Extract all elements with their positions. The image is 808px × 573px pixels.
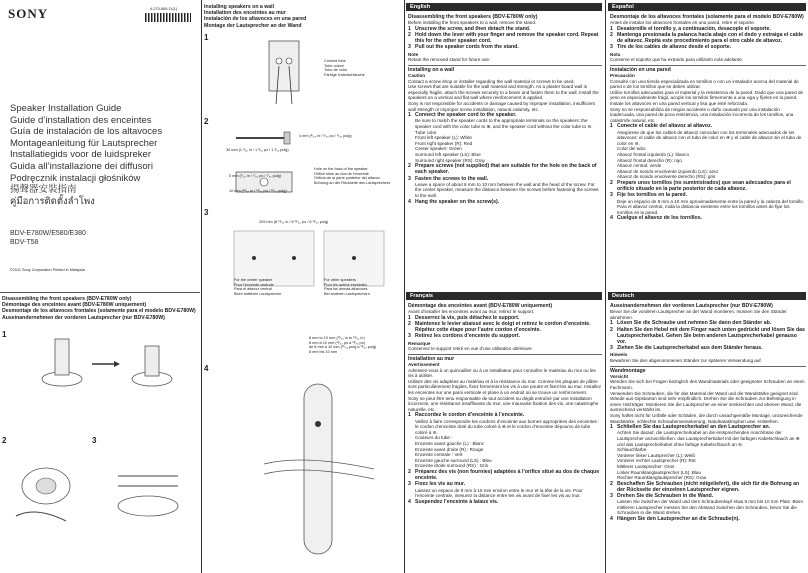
es-note: Conserve el soporte que ha extraído para utilizarlo más adelante.	[610, 57, 744, 63]
en-wall-step-3: Fasten the screws to the wall.	[415, 175, 489, 182]
disassemble-heading-en: Disassembling the front speakers (BDV-E780W only)	[2, 296, 132, 302]
fr-caution-1: Adressez-vous à un quincaillier ou à un installateur pour connaître le matériau du mur ou les vis à utiliser.	[408, 367, 596, 379]
cover-titles	[10, 103, 195, 207]
es-caution-2: Utilice tornillos adecuados para el material y la resistencia de la pared. Dado que una pared de yeso es especialmente frágil, acople los tornillos firmemente a una viga y fíjelos en la pared. Instale los altavoces en una pared vertical y lisa que esté reforzada.	[610, 89, 804, 106]
model-line-2: BDV-T58	[10, 238, 39, 246]
es-step-3: Tire de los cables de altavoz desde el soporte.	[617, 44, 732, 51]
en-wall-title: Installing on a wall	[408, 65, 602, 73]
fr-wall-step-2: Préparez des vis (non fournies) adaptées à l’orifice situé au dos de chaque enceinte.	[415, 468, 600, 482]
step2-dim-b: 30 mm (1 ³⁄₁₆ in / 1 ³⁄₁₆ po / 1 ³⁄₁₆ pulg)	[226, 148, 289, 152]
fr-note-head: Remarque	[408, 340, 431, 346]
espanol-panel: Desmontaje de los altavoces frontales (solamente para el modelo BDV-E780W) Antes de instalar los altavoces frontales en una pared, retire el soporte. 1 Desatornille el tornillo y, a continuación, desacople el soporte. 2 Mantenga presionada la palanca hacia abajo con el dedo y extraiga el cable de altavoz. Repita este procedimiento para el otro cable de altavoz. 3 Tire de los cables de altavoz desde el soporte. Nota Conserve el soporte que ha extraído para utilizarlo más adelante. Instalación en una pared Precaución Consulte con una tienda especializada en tornillos o con un instalador acerca del material de pared o de los tornillos que se deben utilizar. Utilice tornillos adecuados para el material y la resistencia de la pared. Dado que una pared de yeso es especialmente frágil, acople los tornillos firmemente a una viga y fíjelos en la pared. Instale los altavoces en una pared vertical y lisa que esté reforzada. Sony no se responsabiliza de ningún accidente o daño causado por una instalación inadecuada, una pared de poca resistencia, una instalación incorrecta de los tornillos, una catástrofe natural, etc. 1 Conecte el cable del altavoz al altavoz. Asegúrese de que los cables de altavoz coincidan con los terminales adecuados de los altavoces: el cable de altavoz con el tubo de color en ⊕ y el cable de altavoz sin el tubo de color en ⊖. Color del tubo Altavoz frontal izquierdo (L): blanco Altavoz frontal derecho (R): rojo Altavoz central: verde Altavoz de sonido envolvente izquierdo (LS): azul Altavoz de sonido envolvente derecho (RS): gris 2 Prepare unos tornillos (no suministrados) que sean adecuados para el orificio situado en la parte posterior de cada altavoz. 3 Fije los tornillos en la pared. Deje un espacio de 8 mm a 10 mm aproximadamente entre la pared y la cabeza del tornillo. Para el altavoz central, mida la distancia existente entre los tornillos antes de fijar los tornillos en la pared. 4 Cuelgue el altavoz de los tornillos.	[610, 14, 806, 287]
en-title: Disassembling the front speakers (BDV-E780W only)	[408, 14, 538, 20]
cover-panel	[0, 0, 200, 286]
fig3-illustration	[98, 446, 194, 536]
de-wall-step-2: Beschaffen Sie Schrauben (nicht mitgeliefert), die sich für die Bohrung an der Rückseite der einzelnen Lautsprecher eignen.	[617, 480, 800, 493]
fr-step-1: Desserrez la vis, puis détachez le support.	[415, 314, 520, 321]
fig1-illustration	[22, 334, 192, 394]
es-wall-step-1-body: Asegúrese de que los cables de altavoz coincidan con los terminales adecuados de los altavoces: el cable de altavoz con el tubo de color en ⊕ y el cable de altavoz sin el tubo de color en ⊖.	[617, 129, 802, 146]
de-caution-head: Vorsicht	[610, 373, 629, 379]
title-zh: 揚聲器安裝指南	[10, 184, 77, 196]
title-pl: Podręcznik instalacji głośników	[10, 172, 141, 184]
fr-colors: Couleurs du tube : Enceinte avant gauche (L) : Blanc Enceinte avant droite (R) : Rouge Enceinte centrale : Vert Enceinte gauche surround (LS) : Bleu Enceinte droite surround (RS) : Gris	[415, 435, 492, 469]
wall-heading-en: Installing speakers on a wall	[204, 4, 275, 10]
en-caution-2: Use screws that are suitable for the wall material and strength. As a plaster board wall is especially fragile, attach the screws securely to a beam and fasten them to the wall. Install the speakers on a vertical and flat wall where reinforcement is applied.	[408, 84, 599, 101]
hole-labels: Hole on the back of the speaker Orifice situé au dos de l’enceinte Orificio de la parte posterior del altavoz Bohrung an der Rückseite des Lautsprechers	[314, 167, 391, 185]
de-wall-step-1: Schließen Sie das Lautsprecherkabel an den Lautsprecher an.	[617, 424, 771, 431]
step2-dim-a: 4 mm (⁵⁄₃₂ in / ⁵⁄₃₂ po / ⁵⁄₃₂ pulg)	[299, 134, 352, 138]
en-step-2: Hold down the lever with your finger and remove the speaker cord. Repeat this for the other speaker cord.	[415, 32, 599, 45]
title-fr: Guide d’installation des enceintes	[10, 114, 152, 126]
de-wall-step-3-body: Lassen Sie zwischen der Wand und dem Schraubenkopf etwa 8 mm bis 10 mm Platz. Beim mittleren Lautsprecher messen Sie den Abstand zwischen den Schrauben, bevor Sie die Schrauben in die Wand drehen.	[617, 499, 803, 516]
es-step-1: Desatornille el tornillo y, a continuación, desacople el soporte.	[617, 25, 771, 32]
en-caution-1: Contact a screw shop or installer regarding the wall material or screws to be used.	[408, 78, 575, 84]
fr-wall-step-3: Fixez les vis au mur.	[415, 481, 466, 488]
step2-dim-c: 5 mm (⁷⁄₃₂ in / ⁷⁄₃₂ po / ⁷⁄₃₂ pulg)	[229, 174, 282, 178]
disassemble-heading-de: Auseinandernehmen der vorderen Lautsprecher (nur BDV-E780W)	[2, 314, 165, 321]
colored-tube-labels: Colored tube Tube coloré Tubo de color Farbige Kabelschläuche	[324, 59, 365, 77]
fig2-number: 2	[2, 436, 7, 445]
title-th: คู่มือการติดตั้งลำโพง	[10, 195, 95, 207]
step2-screw-illustration	[234, 126, 294, 150]
de-note: Bewahren Sie den abgenommenen Ständer zur späteren Verwendung auf.	[610, 358, 762, 363]
es-caution-3: Sony no se responsabiliza de ningún accidente o daño causado por una instalación inadecuada, una pared de poca resistencia, una instalación incorrecta de los tornillos, una catástrofe natural, etc.	[610, 106, 794, 123]
es-wall-step-4: Cuelgue el altavoz de los tornillos.	[617, 215, 703, 222]
copyright: ©2011 Sony Corporation Printed in Malaysia	[10, 268, 85, 272]
step2-number: 2	[204, 117, 209, 126]
es-note-head: Nota	[610, 51, 621, 57]
de-title: Auseinandernehmen der vorderen Lautsprecher (nur BDV-E780W)	[610, 303, 773, 309]
step4-dims: 8 mm to 10 mm (¹¹⁄₃₂ in to ¹³⁄₃₂ in) 8 mm à 10 mm (¹¹⁄₃₂ po à ¹³⁄₃₂ po) de 8 mm a 10 mm (¹¹⁄₃₂ pulg a ¹³⁄₃₂ pulg) 8 mm bis 10 mm	[309, 336, 377, 354]
fig2-illustration	[6, 446, 92, 536]
fr-caution-head: Avertissement	[408, 362, 440, 367]
step2-hole-illustration	[234, 164, 294, 204]
title-nl: Installatiegids voor de luidspreker	[10, 149, 151, 161]
title-it: Guida all’installazione dei diffusori	[10, 160, 153, 172]
en-caution-3: Sony is not responsible for accidents or damage caused by improper installation, insufficient wall strength or improper screw installation, natural calamity, etc.	[408, 100, 595, 112]
de-caution-2: Verwenden Sie Schrauben, die für das Material der Wand und die Wandstärke geeignet sind. Wände aus Gipskarton sind sehr empfindlich. Drehen Sie die Schrauben zur Befestigung in einen Holzträger. Montieren Sie die Lautsprecher an einer senkrechten und ebenen Wand, die ausreichend verstärkt ist.	[610, 390, 802, 413]
step2-dim-d: 10 mm (¹³⁄₃₂ in / ¹³⁄₃₂ po / ¹³⁄₃₂ pulg)	[229, 189, 287, 193]
fr-note: Conservez le support retiré en vue d’une utilisation ultérieure.	[408, 346, 533, 352]
de-wall-title: Wandmontage	[610, 366, 806, 374]
es-colors: Color del tubo Altavoz frontal izquierdo (L): blanco Altavoz frontal derecho (R): rojo Altavoz central: verde Altavoz de sonido envolvente izquierdo (LS): azul Altavoz de sonido envolvente derecho (RS): gris	[617, 146, 718, 180]
step1-illustration	[254, 36, 314, 106]
es-title: Desmontaje de los altavoces frontales (solamente para el modelo BDV-E780W)	[610, 14, 804, 20]
english-panel: Disassembling the front speakers (BDV-E780W only) Before installing the front speakers to a wall, remove the stand. 1 Unscrew the screw, and then detach the stand. 2 Hold down the lever with your finger and remove the speaker cord. Repeat this for the other speaker cord. 3 Pull out the speaker cords from the stand. Note Retain the removed stand for future use. Installing on a wall Caution Contact a screw shop or installer regarding the wall material or screws to be used. Use screws that are suitable for the wall material and strength. As a plaster board wall is especially fragile, attach the screws securely to a beam and fasten them to the wall. Install the speakers on a vertical and flat wall where reinforcement is applied. Sony is not responsible for accidents or damage caused by improper installation, insufficient wall strength or improper screw installation, natural calamity, etc. 1 Connect the speaker cord to the speaker. Be sure to match the speaker cords to the appropriate terminals on the speakers: the speaker cord with the color tube to ⊕, and the speaker cord without the color tube to ⊖. Tube color Front left speaker (L): White Front right speaker (R): Red Center speaker: Green Surround left speaker (LS): Blue Surround right speaker (RS): Gray 2 Prepare screws (not supplied) that are suitable for the hole on the back of each speaker. 3 Fasten the screws to the wall. Leave a space of about 8 mm to 10 mm between the wall and the head of the screw. For the center speaker, measure the distance between the screws before fastening the screws to the wall. 4 Hang the speaker on the screw(s).	[408, 14, 602, 287]
es-step-2: Mantenga presionada la palanca hacia abajo con el dedo y extraiga el cable de altavoz. Repita este procedimiento para el otro cable de altavoz.	[617, 32, 803, 45]
en-step-3: Pull out the speaker cords from the stand.	[415, 44, 519, 51]
step1-number: 1	[204, 33, 209, 42]
de-step-3: Ziehen Sie die Lautsprecherkabel aus dem Ständer heraus.	[617, 345, 763, 352]
es-intro: Antes de instalar los altavoces frontales en una pared, retire el soporte.	[610, 20, 756, 26]
fr-wall-step-1: Raccordez le cordon d’enceinte à l’enceinte.	[415, 412, 525, 419]
step3-dim: 209 mm (8 ¹¹⁄₃₂ in / 8 ¹¹⁄₃₂ po / 8 ¹¹⁄₃₂ pulg)	[259, 220, 329, 224]
title-es: Guía de instalación de los altavoces	[10, 126, 163, 138]
de-step-1: Lösen Sie die Schraube und nehmen Sie dann den Ständer ab.	[617, 320, 772, 327]
de-caution-1: Wenden Sie sich bei Fragen bezüglich des Wandmaterials oder geeigneter Schrauben an einen Fachmann.	[610, 379, 805, 390]
step4-number: 4	[204, 364, 209, 373]
de-colors: Schlauchfarbe Vorderer linker Lautsprecher (L): Weiß Vorderer rechter Lautsprecher (R): Rot Mittlerer Lautsprecher: Grün Linker Raumklanglautsprecher (LS): Blau Rechter Raumklanglautsprecher (RS): Grau	[617, 447, 707, 481]
model-line-1: BDV-E780W/E580/E380	[10, 230, 86, 237]
lang-bar-deutsch: Deutsch	[608, 292, 806, 300]
de-step-2: Halten Sie den Hebel mit dem Finger nach unten gedrückt und lösen Sie das Lautsprecherkabel. Gehen Sie beim anderen Lautsprecherkabel genauso vor.	[617, 326, 805, 345]
de-wall-step-4: Hängen Sie den Lautsprecher an die Schraube(n).	[617, 516, 740, 523]
fr-intro: Avant d’installer les enceintes avant au mur, retirez le support.	[408, 309, 535, 315]
en-wall-step-3-body: Leave a space of about 8 mm to 10 mm between the wall and the head of the screw. For the center speaker, measure the distance between the screws before fastening the screws to the wall.	[415, 181, 599, 198]
en-note-head: Note	[408, 51, 419, 57]
wall-heading-fr: Installation des enceintes au mur	[204, 10, 286, 17]
wall-heading-de: Montage der Lautsprecher an der Wand	[204, 22, 302, 29]
es-wall-title: Instalación en una pared	[610, 65, 806, 73]
title-en: Speaker Installation Guide	[10, 103, 122, 114]
fig3-number: 3	[92, 436, 97, 445]
barcode	[145, 13, 191, 22]
fr-caution-3: Sony ne peut être tenu responsable de tout accident ou dégât entraîné par une installation incorrecte, une résistance insuffisante du mur, une mauvaise fixation des vis, une catastrophe naturelle, etc.	[408, 395, 599, 412]
en-note: Retain the removed stand for future use.	[408, 57, 491, 63]
fr-wall-step-3-body: Laissez un espace de 8 mm à 10 mm environ entre le mur et la tête de la vis. Pour l’enceinte centrale, mesurez la distance entre les vis avant de fixer les vis au mur.	[415, 487, 583, 499]
de-note-head: Hinweis	[610, 352, 628, 358]
en-colors: Tube color Front left speaker (L): White Front right speaker (R): Red Center speaker: Green Surround left speaker (LS): Blue Surround right speaker (RS): Gray	[415, 129, 485, 163]
model-list	[10, 230, 86, 247]
disassemble-panel	[2, 296, 200, 571]
title-de: Montageanleitung für Lautsprecher	[10, 137, 158, 149]
fr-title: Démontage des enceintes avant (BDV-E780W uniquement)	[408, 303, 553, 309]
en-step-1: Unscrew the screw, and then detach the stand.	[415, 25, 531, 32]
en-wall-step-4: Hang the speaker on the screw(s).	[415, 198, 500, 205]
de-wall-step-1-body: Achten Sie darauf, die Lautsprecherkabel an die entsprechenden Anschlüsse der Lautsprecher anzuschließen: das Lautsprecherkabel mit der farbigen Kabelschlauch an ⊕ und das Lautsprecherkabel ohne farbige Kabelschlauch an ⊖.	[617, 430, 800, 447]
es-caution-1: Consulte con una tienda especializada en tornillos o con un instalador acerca del material de pared o de los tornillos que se deben utilizar.	[610, 78, 799, 90]
es-wall-step-2: Prepare unos tornillos (no suministrados) que sean adecuados para el orificio situado en la parte posterior de cada altavoz.	[617, 179, 791, 193]
step4-illustration	[244, 374, 394, 564]
francais-panel: Démontage des enceintes avant (BDV-E780W uniquement) Avant d’installer les enceintes avant au mur, retirez le support. 1 Desserrez la vis, puis détachez le support. 2 Maintenez le levier abaissé avec le doigt et retirez le cordon d’enceinte. Répétez cette étape pour l’autre cordon d’enceinte. 3 Retirez les cordons d’enceinte du support. Remarque Conservez le support retiré en vue d’une utilisation ultérieure. Installation au mur Avertissement Adressez-vous à un quincaillier ou à un installateur pour connaître le matériau du mur ou les vis à utiliser. Utilisez des vis adaptées au matériau et à la résistance du mur. Comme les plaques de plâtre sont particulièrement fragiles, fixez fermement les vis à une poutre et fixez-les au mur. Installez les enceintes sur une paroi verticale et plane à un endroit où se trouve un renforcement. Sony ne peut être tenu responsable de tout accident ou dégât entraîné par une installation incorrecte, une résistance insuffisante du mur, une mauvaise fixation des vis, une catastrophe naturelle, etc. 1 Raccordez le cordon d’enceinte à l’enceinte. Veillez à faire correspondre les cordons d’enceinte aux bornes appropriées des enceintes : le cordon d’enceinte doté du tube coloré à ⊕ et le cordon d’enceinte dépourvu de tube coloré à ⊖. Couleurs du tube : Enceinte avant gauche (L) : Blanc Enceinte avant droite (R) : Rouge Enceinte centrale : Vert Enceinte gauche surround (LS) : Bleu Enceinte droite surround (RS) : Gris 2 Préparez des vis (non fournies) adaptées à l’orifice situé au dos de chaque enceinte. 3 Fixez les vis au mur. Laissez un espace de 8 mm à 10 mm environ entre le mur et la tête de la vis. Pour l’enceinte centrale, mesurez la distance entre les vis avant de fixer les vis au mur. 4 Suspendez l’enceinte à la/aux vis.	[408, 303, 602, 505]
wall-heading-es: Instalación de los altavoces en una pared	[204, 16, 307, 23]
de-intro: Bevor Sie die vorderen Lautsprecher an der Wand montieren, müssen Sie den Ständer abnehmen.	[610, 309, 787, 320]
deutsch-panel: Auseinandernehmen der vorderen Lautsprecher (nur BDV-E780W) Bevor Sie die vorderen Lautsprecher an der Wand montieren, müssen Sie den Ständer abnehmen. 1 Lösen Sie die Schraube und nehmen Sie dann den Ständer ab. 2 Halten Sie den Hebel mit dem Finger nach unten gedrückt und lösen Sie das Lautsprecherkabel. Gehen Sie beim anderen Lautsprecherkabel genauso vor. 3 Ziehen Sie die Lautsprecherkabel aus dem Ständer heraus. Hinweis Bewahren Sie den abgenommenen Ständer zur späteren Verwendung auf. Wandmontage Vorsicht Wenden Sie sich bei Fragen bezüglich des Wandmaterials oder geeigneter Schrauben an einen Fachmann. Verwenden Sie Schrauben, die für das Material der Wand und die Wandstärke geeignet sind. Wände aus Gipskarton sind sehr empfindlich. Drehen Sie die Schrauben zur Befestigung in einen Holzträger. Montieren Sie die Lautsprecher an einer senkrechten und ebenen Wand, die ausreichend verstärkt ist. Sony haftet nicht für Unfälle oder Schäden, die durch unsachgemäße Montage, unzureichende Wandstärke, schlechte Schraubenverankerung, Naturkatastrophen usw. entstehen. 1 Schließen Sie das Lautsprecherkabel an den Lautsprecher an. Achten Sie darauf, die Lautsprecherkabel an die entsprechenden Anschlüsse der Lautsprecher anzuschließen: das Lautsprecherkabel mit der farbigen Kabelschlauch an ⊕ und das Lautsprecherkabel ohne farbige Kabelschlauch an ⊖. Schlauchfarbe Vorderer linker Lautsprecher (L): Weiß Vorderer rechter Lautsprecher (R): Rot Mittlerer Lautsprecher: Grün Linker Raumklanglautsprecher (LS): Blau Rechter Raumklanglautsprecher (RS): Grau 2 Beschaffen Sie Schrauben (nicht mitgeliefert), die sich für die Bohrung an der Rückseite der einzelnen Lautsprecher eignen. 3 Drehen Sie die Schrauben in die Wand. Lassen Sie zwischen der Wand und dem Schraubenkopf etwa 8 mm bis 10 mm Platz. Beim mittleren Lautsprecher messen Sie den Abstand zwischen den Schrauben, bevor Sie die Schrauben in die Wand drehen. 4 Hängen Sie den Lautsprecher an die Schraube(n).	[610, 303, 805, 523]
center-speaker-labels: For the center speaker Pour l’enceinte centrale Para el altavoz central Beim mittleren Lautsprecher	[234, 278, 282, 296]
step3-number: 3	[204, 208, 209, 217]
wall-install-panel	[204, 4, 400, 569]
sony-logo: SONY	[8, 6, 49, 21]
lang-bar-english: English	[406, 3, 602, 11]
part-number: 4-270-669-11(1)	[150, 7, 178, 11]
es-wall-step-3-body: Deje un espacio de 8 mm a 10 mm aproximadamente entre la pared y la cabeza del tornillo. Para el altavoz central, mida la distancia existente entre los tornillos antes de fijar los tornillos en la pared.	[617, 198, 804, 215]
fr-step-2: Maintenez le levier abaissé avec le doigt et retirez le cordon d’enceinte. Répétez cette étape pour l’autre cordon d’enceinte.	[415, 321, 591, 334]
de-wall-step-3: Drehen Sie die Schrauben in die Wand.	[617, 493, 714, 500]
fr-step-3: Retirez les cordons d’enceinte du support.	[415, 333, 520, 340]
en-caution-head: Caution	[408, 73, 426, 78]
en-wall-step-1: Connect the speaker cord to the speaker.	[415, 112, 517, 119]
lang-bar-espanol: Español	[608, 3, 806, 11]
en-intro: Before installing the front speakers to a wall, remove the stand.	[408, 20, 537, 26]
fr-wall-title: Installation au mur	[408, 354, 602, 362]
other-speaker-labels: For other speakers Pour les autres enceintes Para los demás altavoces Bei anderen Lautsprechern	[324, 278, 370, 296]
es-caution-head: Precaución	[610, 73, 635, 78]
es-wall-step-3: Fije los tornillos en la pared.	[617, 192, 688, 199]
fr-wall-step-1-body: Veillez à faire correspondre les cordons d’enceinte aux bornes appropriées des enceintes : le cordon d’enceinte doté du tube coloré à ⊕ et le cordon d’enceinte dépourvu de tube coloré à ⊖.	[415, 418, 600, 435]
fr-caution-2: Utilisez des vis adaptées au matériau et à la résistance du mur. Comme les plaques de plâtre sont particulièrement fragiles, fixez fermement les vis à une poutre et fixez-les au mur. Installez les enceintes sur une paroi verticale et plane à un endroit où se trouve un renforcement.	[408, 378, 602, 395]
es-wall-step-1: Conecte el cable del altavoz al altavoz.	[617, 123, 713, 130]
disassemble-heading-es: Desmontaje de los altavoces frontales (solamente para el modelo BDV-E780W)	[2, 308, 196, 315]
fig1-number: 1	[2, 330, 7, 339]
de-caution-3: Sony haftet nicht für Unfälle oder Schäden, die durch unsachgemäße Montage, unzureichende Wandstärke, schlechte Schraubenverankerung, Naturkatastrophen usw. entstehen.	[610, 412, 803, 424]
en-wall-step-1-body: Be sure to match the speaker cords to the appropriate terminals on the speakers: the speaker cord with the color tube to ⊕, and the speaker cord without the color tube to ⊖.	[415, 118, 593, 129]
disassemble-heading-fr: Démontage des enceintes avant (BDV-E780W uniquement)	[2, 302, 147, 309]
fr-wall-step-4: Suspendez l’enceinte à la/aux vis.	[415, 498, 499, 505]
en-wall-step-2: Prepare screws (not supplied) that are suitable for the hole on the back of each speaker.	[415, 163, 597, 176]
lang-bar-francais: Français	[406, 292, 602, 300]
